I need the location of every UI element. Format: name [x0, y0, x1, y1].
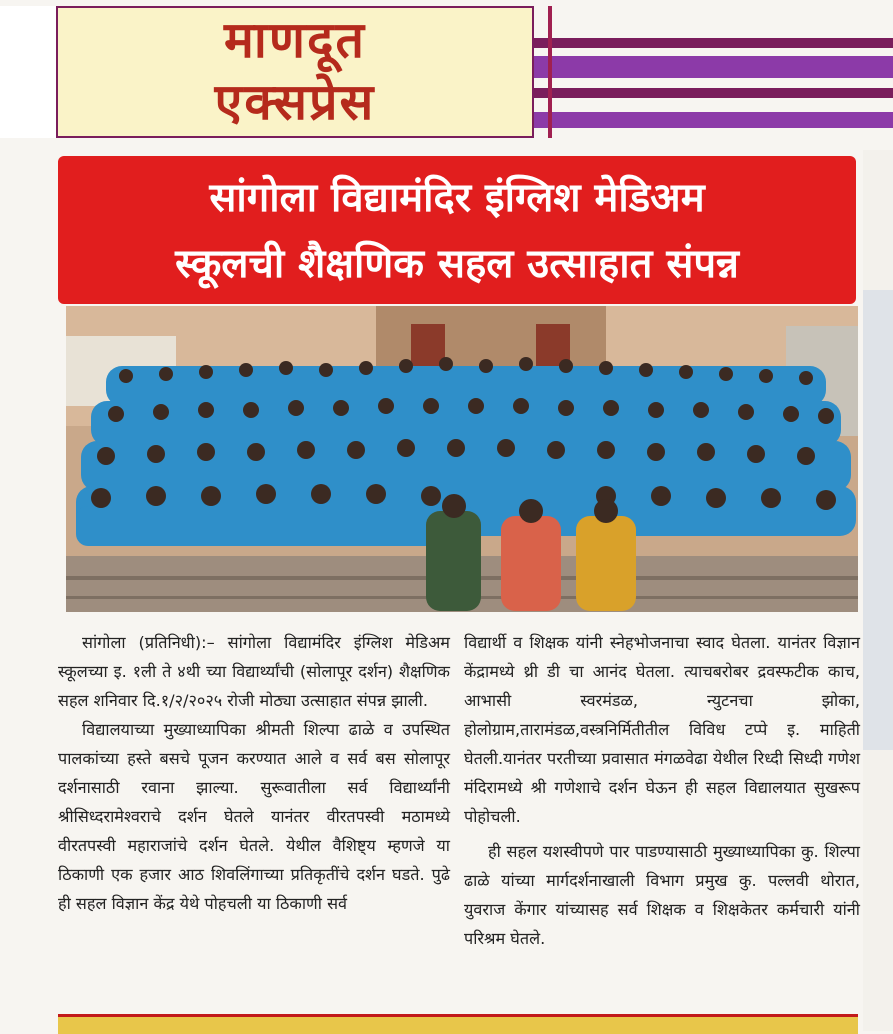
stripe — [534, 112, 893, 128]
article-column-2 — [464, 628, 860, 953]
paragraph: विद्यालयाच्या मुख्याध्यापिका श्रीमती शिल्पा ढाळे व उपस्थित पालकांच्या हस्ते बसचे पूजन करण्यात आले व सर्व बस सोलापूर दर्शनासाठी रवाना झाल्या. सुरूवातीला सर्व विद्यार्थ्यांनी श्रीसिध्दरामेश्वराचे दर्शन घेतले यानंतर वीरतपस्वी मठामध्ये वीरतपस्वी महाराजांचे दर्शन घेतले. येथील वैशिष्ट्य म्हणजे या ठिकाणी एक हजार आठ शिवलिंगाच्या प्रतिकृतींचे दर्शन घडते. पुढे ही सहल विज्ञान केंद्र येथे पोहचली या ठिकाणी सर्व — [58, 720, 450, 913]
masthead — [56, 6, 534, 138]
adjacent-page-edge — [863, 150, 893, 1031]
paragraph: विद्यार्थी व शिक्षक यांनी स्नेहभोजनाचा स्वाद घेतला. यानंतर विज्ञान केंद्रामध्ये थ्री डी चा आनंद घेतला. त्याचबरोबर द्रवस्फटीक काच, आभासी स्वरमंडळ, न्युटनचा झोका, होलोग्राम,तारामंडळ,वस्त्रनिर्मितीतील विविध टप्पे इ. माहिती घेतली.यानंतर परतीच्या प्रवासात मंगळवेढा येथील रिध्दी सिध्दी गणेश मंदिरामध्ये श्री गणेशाचे दर्शन घेऊन ही सहल विद्यालयात सुखरूप पोहोचली. — [464, 633, 860, 826]
stripe-vertical — [548, 6, 552, 138]
headline-line2: स्कूलची शैक्षणिक सहल उत्साहात संपन्न — [175, 241, 739, 287]
article-column-1 — [58, 628, 450, 918]
stripe — [534, 38, 893, 48]
paragraph: ही सहल यशस्वीपणे पार पाडण्यासाठी मुख्याध्यापिका कु. शिल्पा ढाळे यांच्या मार्गदर्शनाखाली विभाग प्रमुख कु. पल्लवी थोरात, युवराज केंगार यांच्यासह सर्व शिक्षक व शिक्षकेतर कर्मचारी यांनी परिश्रम घेतले. — [464, 842, 860, 948]
paragraph: सांगोला (प्रतिनिधी):– सांगोला विद्यामंदिर इंग्लिश मेडिअम स्कूलच्या इ. १ली ते ४थी च्या विद्यार्थ्यांची (सोलापूर दर्शन) शैक्षणिक सहल शनिवार दि.१/२/२०२५ रोजी मोठ्या उत्साहात संपन्न झाली. — [58, 633, 450, 710]
bottom-ad-strip — [58, 1014, 858, 1034]
group-photo — [66, 306, 858, 612]
headline-box — [58, 156, 856, 304]
masthead-line1: माणदूत — [223, 10, 367, 69]
masthead-line2: एक्सप्रेस — [214, 72, 376, 131]
headline-line1: सांगोला विद्यामंदिर इंग्लिश मेडिअम — [209, 175, 705, 221]
left-margin — [0, 6, 56, 138]
stripe — [534, 88, 893, 98]
stripe — [534, 56, 893, 78]
adjacent-photo-edge — [863, 290, 893, 750]
